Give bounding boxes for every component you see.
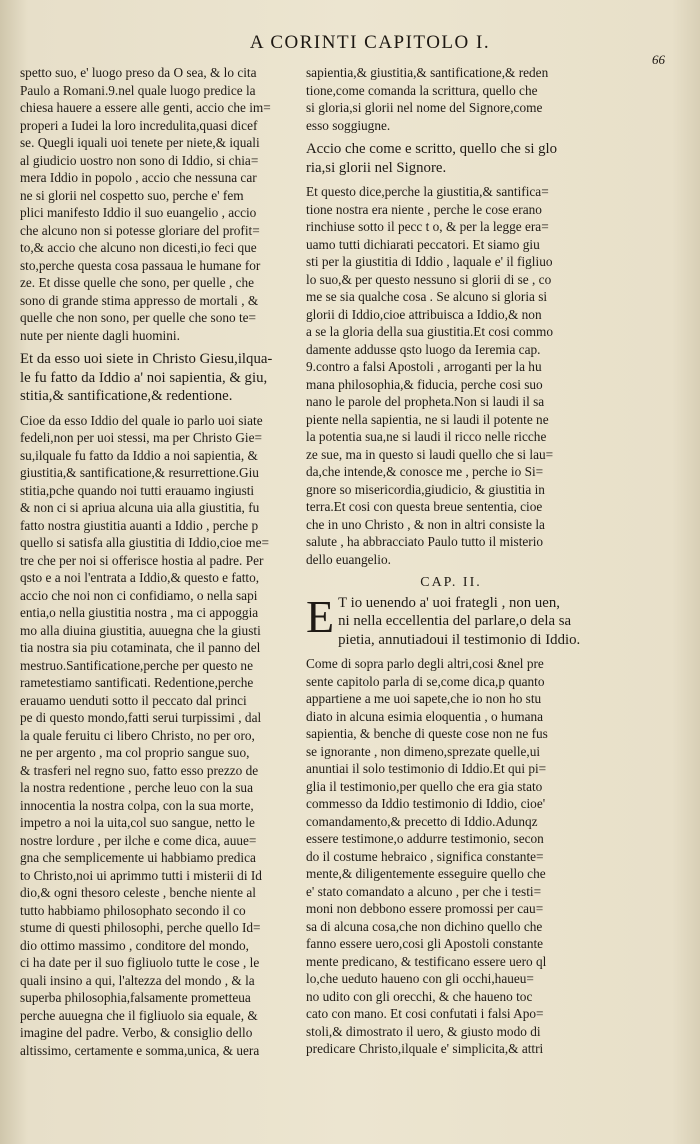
text-line: ze. Et disse quelle che sono, per quelle , che bbox=[20, 275, 255, 290]
text-line: sa di alcuna cosa,che non dichino quello che bbox=[306, 918, 543, 934]
text-line: la potentia sua,ne si laudi il ricco nelle ricche bbox=[306, 429, 547, 444]
text-line: Come di sopra parlo degli altri,cosi &nel pre bbox=[306, 656, 544, 671]
text-line: che in uno Christo , & non in altri consiste la bbox=[306, 516, 545, 532]
text-line: nute per niente dagli huomini. bbox=[20, 327, 180, 343]
text-line: entia,o nella giustitia nostra , ma ci appoggia bbox=[20, 605, 259, 620]
text-line: piente nella sapientia, ne si laudi il potente ne bbox=[306, 411, 549, 427]
text-line: su,ilquale fu fatto da Iddio a noi sapientia, & bbox=[20, 447, 258, 463]
text-line: ze sue, ma in questo si laudi quello che si lau= bbox=[306, 446, 554, 462]
left-column bbox=[20, 64, 288, 1065]
text-line: si gloria,si glorii nel nome del Signore,come bbox=[306, 100, 543, 115]
text-line: plici manifesto Iddio il suo euangelio , accio bbox=[20, 205, 257, 220]
text-line: properi a Iudei la loro incredulita,quasi dicef bbox=[20, 117, 258, 133]
scripture-block bbox=[306, 140, 596, 177]
text-line: le fu fatto da Iddio a' noi sapientia, & giu, bbox=[20, 369, 268, 386]
text-line: giustitia,& santificatione,& resurrettione.Giu bbox=[20, 465, 259, 480]
text-line: gnore so misericordia,giudicio, & giustitia in bbox=[306, 481, 545, 497]
drop-initial: E bbox=[306, 590, 335, 642]
text-line: Cioe da esso Iddio del quale io parlo uoi siate bbox=[20, 412, 263, 428]
text-line: no udito con gli orecchi, & che haueno toc bbox=[306, 988, 533, 1004]
text-line: ci ha date per il suo figliuolo tutte le cose , le bbox=[20, 955, 260, 970]
text-line: damente addusse qsto luogo da Ieremia cap. bbox=[306, 341, 541, 357]
text-line: glorii di Iddio,cioe attribuisca a Iddio,& non bbox=[306, 306, 542, 322]
folio-number: 66 bbox=[652, 52, 665, 67]
text-line: & non ci si apriua alcuna uia alla giustitia, fu bbox=[20, 500, 260, 515]
text-line: nostre lordure , per ilche e come dica, auue= bbox=[20, 832, 257, 848]
text-line: Paulo a Romani.9.nel quale luogo predice la bbox=[20, 82, 256, 98]
text-line: gna che semplicemente ui habbiamo predica bbox=[20, 850, 256, 865]
text-line: quelle che non sono, per quelle che sono te= bbox=[20, 310, 257, 325]
text-line: salute , ha abbracciato Paulo tutto il misterio bbox=[306, 534, 544, 549]
text-line: cato con mano. Et cosi confutati i falsi Apo= bbox=[306, 1006, 544, 1021]
text-line: da,che intende,& conosce me , perche io Si= bbox=[306, 464, 544, 479]
text-line: Accio che come e scritto, quello che si glo bbox=[306, 141, 558, 157]
text-line: do il costume hebraico , significa constante= bbox=[306, 848, 544, 864]
right-column bbox=[306, 64, 596, 1064]
text-line: stitia,pche quando noi tutti erauamo ingiusti bbox=[20, 482, 255, 498]
text-line: rametestiamo santificati. Redentione,perche bbox=[20, 675, 254, 690]
text-line: superba philosophia,falsamente prometteua bbox=[20, 990, 251, 1005]
text-line: imagine del padre. Verbo, & consiglio dello bbox=[20, 1025, 253, 1040]
text-line: commesso da Iddio testimonio di Iddio, cioe' bbox=[306, 796, 546, 811]
text-line: dio,& ogni thesoro celeste , benche niente al bbox=[20, 885, 256, 900]
text-line: quali insino a qui, l'altezza del mondo , & la bbox=[20, 972, 255, 988]
text-line: anuntiai il solo testimonio di Iddio.Et qui pi= bbox=[306, 761, 547, 776]
commentary-block bbox=[306, 183, 596, 568]
text-line: me se sia qualche cosa . Se alcuno si gloria si bbox=[306, 289, 548, 304]
text-line: la nostra redentione , perche leuo con la sua bbox=[20, 780, 253, 795]
scripture-block bbox=[20, 350, 288, 406]
text-line: dello euangelio. bbox=[306, 551, 391, 567]
text-line: ria,si glorii nel Signore. bbox=[306, 159, 447, 176]
text-line: mente predicano, & testificano essere uero ql bbox=[306, 953, 547, 969]
text-line: tione nostra era niente , perche le cose erano bbox=[306, 201, 542, 217]
text-line: tia nostra sia piu cotaminata, che il panno del bbox=[20, 640, 261, 655]
text-line: stume di questi philosophi, perche quello Id= bbox=[20, 920, 261, 935]
text-line: T io uenendo a' uoi frategli , non uen, bbox=[338, 594, 560, 611]
text-line: altissimo, certamente e somma,unica, & uera bbox=[20, 1042, 260, 1058]
text-line: al giudicio uostro non sono di Iddio, si chia= bbox=[20, 152, 259, 168]
text-line: ne per argento , ma col proprio sangue suo, bbox=[20, 745, 250, 760]
text-line: sapientia,& giustitia,& santificatione,& reden bbox=[306, 65, 549, 80]
text-line: quello si satisfa alla giustitia di Iddio,cioe me= bbox=[20, 535, 270, 550]
text-line: erauamo uenduti sotto il peccato dal princi bbox=[20, 692, 247, 708]
text-line: mente,& diligentemente esseguire quello che bbox=[306, 866, 546, 881]
text-line: innocentia la nostra colpa, con la sua morte, bbox=[20, 797, 254, 813]
commentary-block bbox=[20, 64, 288, 344]
text-line: tre che per noi si offerisce hostia al padre. Per bbox=[20, 552, 264, 568]
text-line: comandamento,& precetto di Iddio.Adunqz bbox=[306, 813, 538, 829]
text-line: essere testimone,o addurre testimonio, secon bbox=[306, 831, 544, 846]
text-line: fedeli,non per uoi stessi, ma per Christo Gie= bbox=[20, 430, 262, 445]
text-line: moni non debbono essere promossi per cau= bbox=[306, 901, 544, 916]
text-line: & trasferi nel regno suo, fatto esso prezzo de bbox=[20, 762, 259, 778]
text-line: pietia, annutiadoui il testimonio di Iddio. bbox=[338, 631, 581, 648]
text-line: sono di grande stima appresso de mortali , & bbox=[20, 292, 259, 308]
text-line: pe di questo mondo,fatti serui turpissimi , dal bbox=[20, 710, 262, 725]
text-line: uamo tutti dichiarati peccatori. Et siamo giu bbox=[306, 236, 540, 252]
text-line: ni nella eccellentia del parlare,o dela sa bbox=[338, 613, 572, 629]
text-line: mana philosophia,& fiducia, perche cosi suo bbox=[306, 376, 543, 392]
text-line: tutto habbiamo philosophato secondo il co bbox=[20, 902, 246, 918]
text-line: terra.Et cosi con questa breue sententia, cioe bbox=[306, 499, 543, 514]
text-line: sti per la giustitia di Iddio , laquale e' il figliuo bbox=[306, 254, 553, 269]
text-line: glia il testimonio,per quello che era gia stato bbox=[306, 778, 543, 794]
chapter-heading: CAP. II. bbox=[420, 575, 482, 590]
text-line: sapientia, & benche di queste cose non ne fus bbox=[306, 726, 548, 741]
text-line: chiesa hauere a essere alle genti, accio che im= bbox=[20, 100, 271, 115]
commentary-block bbox=[20, 412, 288, 1060]
text-line: ne si glorii nel cospetto suo, perche e' fem bbox=[20, 187, 244, 203]
text-line: Et questo dice,perche la giustitia,& santifica= bbox=[306, 184, 549, 199]
text-line: la quale feruitu ci libero Christo, no per oro, bbox=[20, 727, 255, 743]
text-line: spetto suo, e' luogo preso da O sea, & lo cita bbox=[20, 65, 257, 80]
text-line: diato in alcuna esimia eloquentia , o humana bbox=[306, 708, 544, 724]
text-line: mestruo.Santificatione,perche per questo ne bbox=[20, 657, 253, 673]
text-line: sto,perche questa cosa passaua le humane for bbox=[20, 257, 261, 273]
running-head: A CORINTI CAPITOLO I. bbox=[249, 32, 491, 53]
text-line: fatto nostra giustitia auanti a Iddio , perche p bbox=[20, 517, 259, 533]
text-line: to Christo,noi ui aprimmo tutti i misterii di Id bbox=[20, 867, 262, 883]
commentary-block bbox=[306, 655, 596, 1058]
text-line: tione,come comanda la scrittura, quello che bbox=[306, 82, 538, 98]
text-line: appartiene a me uoi sapete,che io non ho stu bbox=[306, 691, 542, 706]
text-line: lo,che ueduto haueno con gli occhi,haueu= bbox=[306, 971, 534, 986]
text-line: dio ottimo massimo , conditore del mondo, bbox=[20, 937, 249, 953]
text-line: e' stato comandato a alcuno , per che i testi= bbox=[306, 883, 542, 899]
text-line: 9.contro a falsi Apostoli , arroganti per la hu bbox=[306, 359, 542, 374]
text-line: nano le parole del propheta.Non si laudi il sa bbox=[306, 394, 545, 409]
text-line: che alcuno non si potesse gloriare del profit= bbox=[20, 222, 260, 238]
commentary-block bbox=[306, 64, 596, 134]
text-line: esso soggiugne. bbox=[306, 117, 391, 133]
text-line: fanno essere uero,cosi gli Apostoli constante bbox=[306, 936, 544, 951]
text-line: stitia,& santificatione,& redentione. bbox=[20, 388, 233, 404]
text-line: to,& accio che alcuno non dicesti,io feci que bbox=[20, 240, 257, 255]
text-line: perche auuegna che il figliuolo sia equale, & bbox=[20, 1007, 258, 1023]
scripture-block bbox=[306, 590, 596, 650]
text-line: sente capitolo parla di se,come dica,p quanto bbox=[306, 673, 545, 689]
text-line: predicare Christo,ilquale e' simplicita,& attri bbox=[306, 1041, 544, 1056]
text-line: qsto e a noi l'entrata a Iddio,& questo e fatto, bbox=[20, 570, 260, 585]
text-line: rinchiuse sotto il pecc t o, & per la legge era= bbox=[306, 219, 549, 234]
text-line: accio che noi non ci confidiamo, o nella sapi bbox=[20, 587, 258, 603]
text-line: se. Quegli iquali uoi tenete per niete,& iquali bbox=[20, 135, 260, 150]
text-line: se ignorante , non dimeno,sprezate quelle,ui bbox=[306, 743, 541, 759]
text-line: Et da esso uoi siete in Christo Giesu,ilqua- bbox=[20, 351, 273, 367]
text-line: stoli,& dimostrato il uero, & giusto modo di bbox=[306, 1023, 541, 1039]
text-line: lo suo,& per questo nessuno si glorii di se , co bbox=[306, 271, 552, 287]
text-line: a se la gloria della sua giustitia.Et cosi commo bbox=[306, 324, 554, 339]
text-line: mo alla diuina giustitia, auuegna che la giusti bbox=[20, 622, 261, 638]
text-line: mera Iddio in popolo , accio che nessuna car bbox=[20, 170, 257, 185]
text-line: impetro a noi la uita,col suo sangue, netto le bbox=[20, 815, 255, 830]
